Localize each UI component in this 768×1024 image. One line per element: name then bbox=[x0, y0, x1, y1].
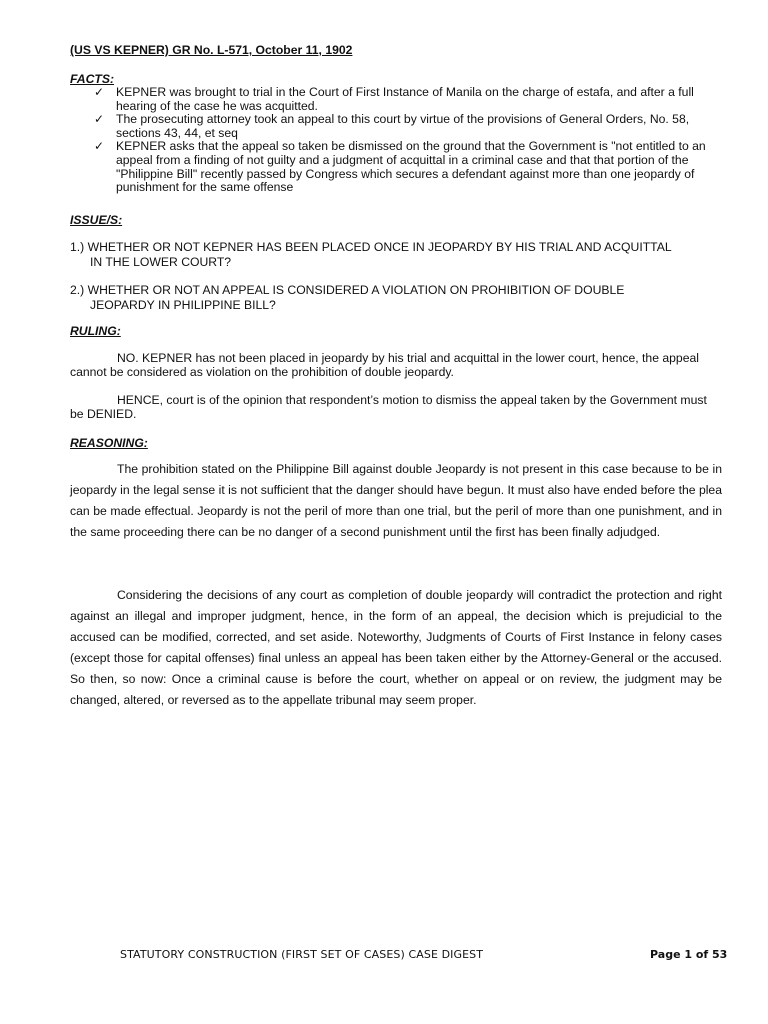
fact-text: KEPNER was brought to trial in the Court of First Instance of Manila on the charge of estafa, and after a full hearing of the case he was acquitted. bbox=[116, 85, 694, 113]
facts-heading: FACTS: bbox=[70, 72, 115, 86]
issue-item bbox=[70, 283, 730, 312]
page-number: Page 1 of 53 bbox=[650, 948, 728, 961]
ruling-paragraph: NO. KEPNER has not been placed in jeopardy by his trial and acquittal in the lower court, hence, the appeal cannot be considered as violation on the prohibition of double jeopardy. bbox=[70, 351, 699, 379]
list-item bbox=[70, 113, 720, 140]
facts-list bbox=[70, 86, 720, 195]
reasoning-heading: REASONING: bbox=[70, 436, 148, 450]
checkmark-icon: ✓ bbox=[94, 112, 105, 127]
reasoning-paragraph: The prohibition stated on the Philippine Bill against double Jeopardy is not present in this case because to be in jeopardy in the legal sense it is not sufficient that the danger should have begun. It must also have ended before the plea can be made effectual. Jeopardy is not the peril of more than one trial, but the peril of more than one punishment, and in the same proceeding there can be no danger of a second punishment until the first has been finally adjudged. bbox=[70, 462, 722, 539]
fact-text: The prosecuting attorney took an appeal to this court by virtue of the provisions of General Orders, No. 58, sections 43, 44, et seq bbox=[116, 112, 690, 140]
fact-text: KEPNER asks that the appeal so taken be dismissed on the ground that the Government is "not entitled to an appeal from a finding of not guilty and a judgment of acquittal in a criminal case and that that portion of the "Philippine Bill" recently passed by Congress which secures a defendant against more than one jeopardy of punishment for the same offense bbox=[116, 139, 706, 195]
issue-item bbox=[70, 240, 730, 269]
issue-text: 1.) WHETHER OR NOT KEPNER HAS BEEN PLACED ONCE IN JEOPARDY BY HIS TRIAL AND ACQUITTAL bbox=[70, 240, 672, 254]
issue-continuation: JEOPARDY IN PHILIPPINE BILL? bbox=[90, 297, 276, 312]
case-title: (US VS KEPNER) GR No. L-571, October 11, 1902 bbox=[70, 43, 353, 57]
issues-heading: ISSUE/S: bbox=[70, 213, 123, 227]
ruling-paragraph: HENCE, court is of the opinion that respondent’s motion to dismiss the appeal taken by the Government must be DENIED. bbox=[70, 393, 707, 421]
checkmark-icon: ✓ bbox=[94, 85, 105, 99]
checkmark-icon: ✓ bbox=[94, 139, 105, 154]
list-item bbox=[70, 86, 720, 113]
ruling-heading: RULING: bbox=[70, 324, 121, 338]
list-item bbox=[70, 140, 720, 194]
footer-title: STATUTORY CONSTRUCTION (FIRST SET OF CASES) CASE DIGEST bbox=[120, 948, 484, 961]
issue-continuation: IN THE LOWER COURT? bbox=[90, 254, 232, 269]
reasoning-paragraph: Considering the decisions of any court as completion of double jeopardy will contradict the protection and right against an illegal and improper judgment, hence, in the form of an appeal, the decision which is prejudicial to the accused can be modified, corrected, and set aside. Noteworthy, Judgments of Courts of First Instance in felony cases (except those for capital offenses) final unless an appeal has been taken either by the Attorney-General or the accused. So then, so now: Once a criminal cause is before the court, whether on appeal or on review, the judgment may be changed, altered, or reversed as to the appellate tribunal may seem proper. bbox=[70, 588, 722, 707]
issue-text: 2.) WHETHER OR NOT AN APPEAL IS CONSIDERED A VIOLATION ON PROHIBITION OF DOUBLE bbox=[70, 283, 625, 297]
